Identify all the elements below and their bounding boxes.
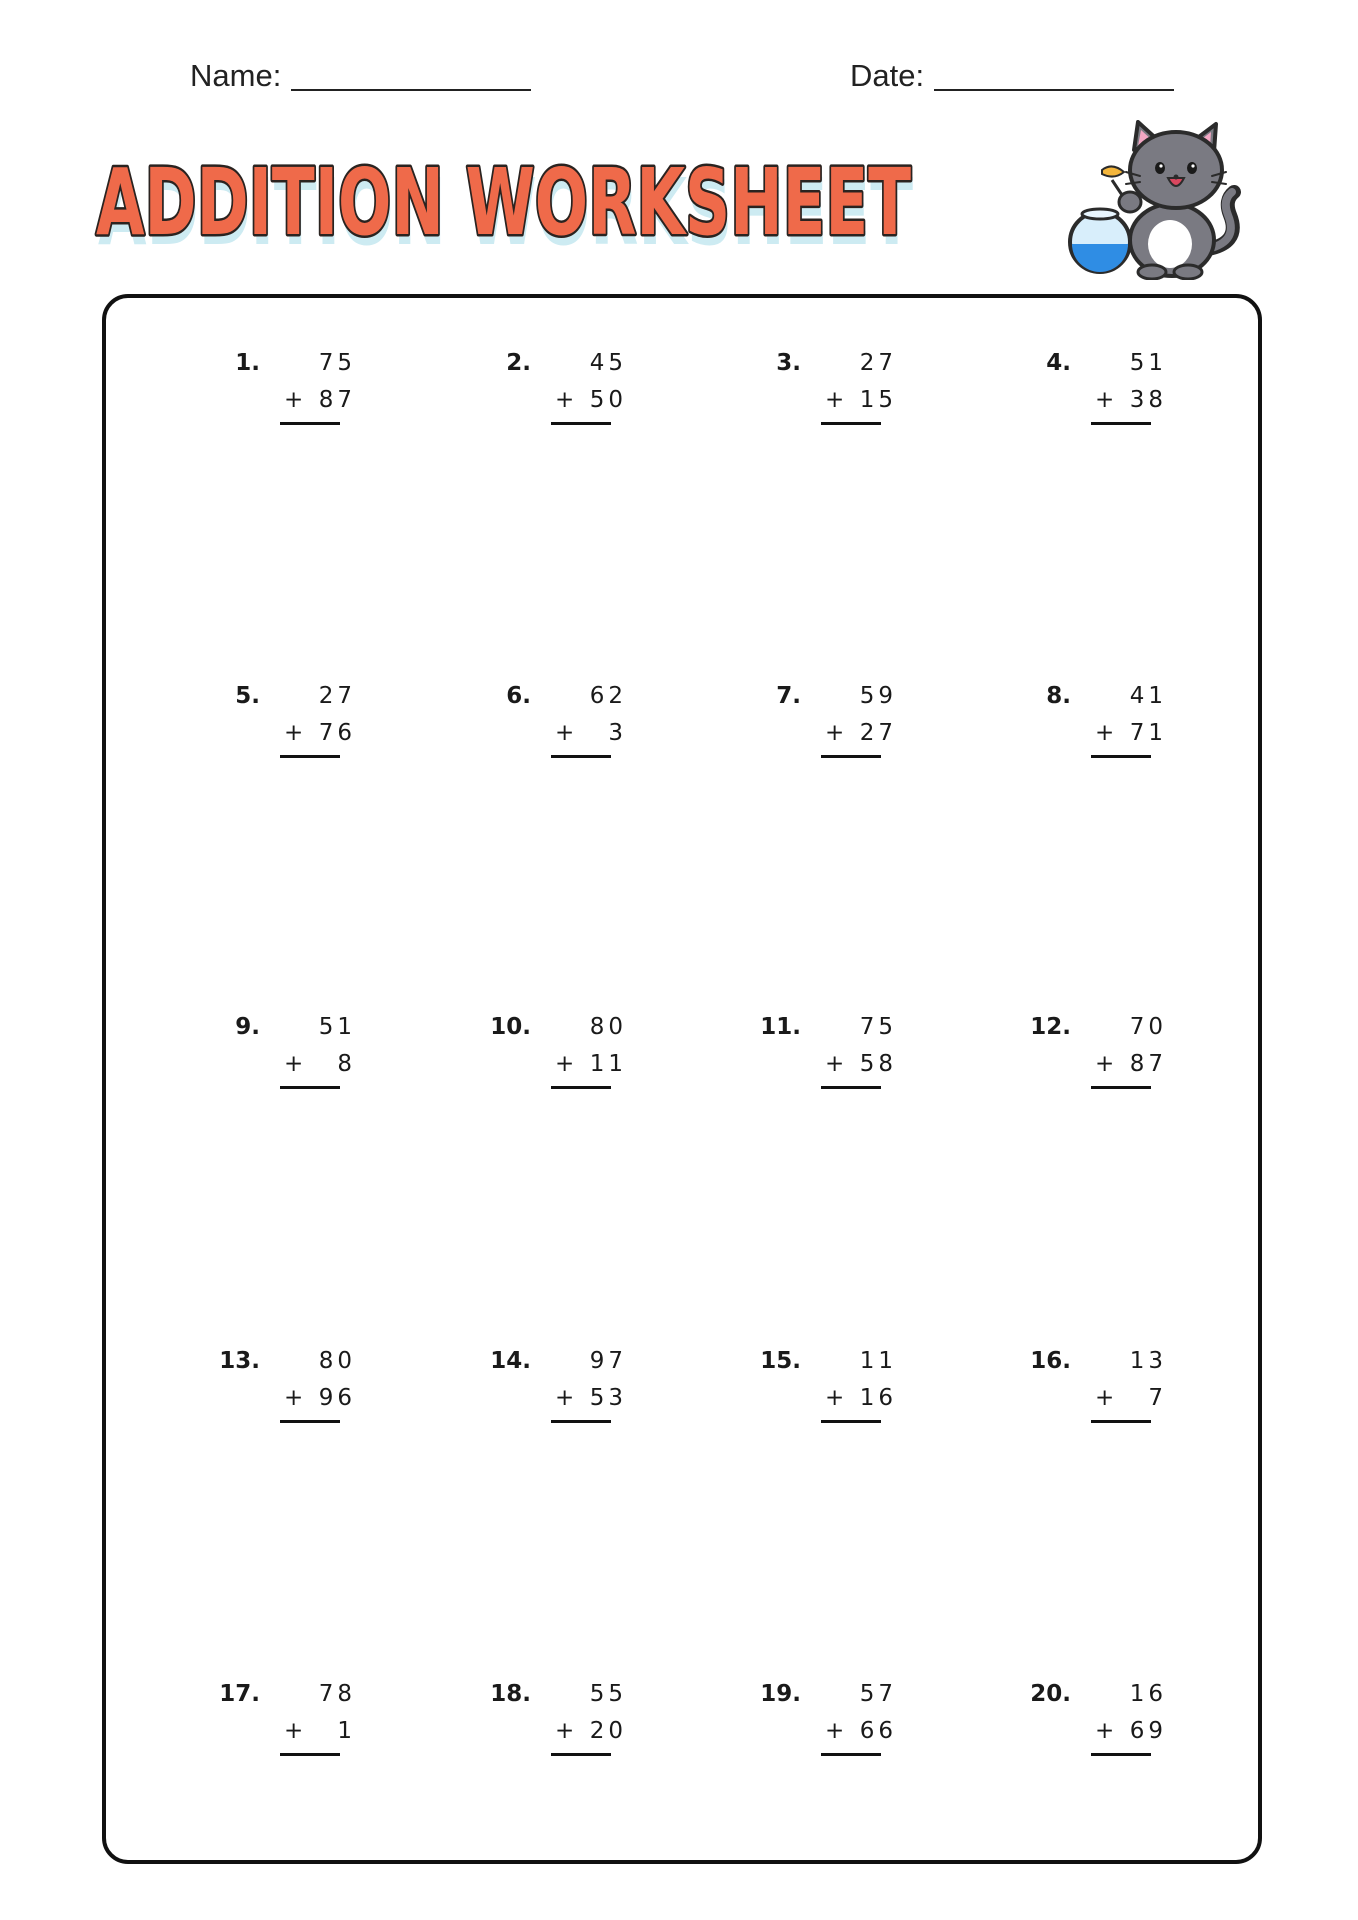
name-field[interactable]	[190, 58, 531, 94]
problem-bottom-addend: 50	[589, 387, 627, 413]
title-shadow-text: ADDITION WORKSHEET	[98, 159, 914, 266]
plus-sign: +	[284, 720, 304, 746]
plus-sign: +	[825, 387, 845, 413]
problem-number: 18.	[490, 1681, 531, 1707]
date-label: Date:	[850, 58, 925, 93]
answer-line[interactable]	[1091, 1753, 1151, 1756]
plus-sign: +	[1095, 1051, 1115, 1077]
name-blank-line[interactable]	[291, 89, 531, 91]
problem-7	[703, 683, 923, 773]
answer-line[interactable]	[551, 755, 611, 758]
problem-bottom-addend: 15	[859, 387, 897, 413]
problem-number: 11.	[760, 1014, 801, 1040]
problem-6	[433, 683, 653, 773]
problem-number: 16.	[1030, 1348, 1071, 1374]
problem-top-addend: 75	[318, 350, 356, 376]
problem-top-addend: 80	[318, 1348, 356, 1374]
problem-19	[703, 1681, 923, 1771]
answer-line[interactable]	[821, 422, 881, 425]
plus-sign: +	[825, 1718, 845, 1744]
plus-sign: +	[555, 1051, 575, 1077]
problem-top-addend: 27	[859, 350, 897, 376]
problem-number: 5.	[235, 683, 260, 709]
problem-bottom-addend: 58	[859, 1051, 897, 1077]
problem-number: 17.	[219, 1681, 260, 1707]
problem-bottom-addend: 69	[1129, 1718, 1167, 1744]
date-field[interactable]	[850, 58, 1174, 94]
problem-top-addend: 11	[859, 1348, 897, 1374]
problem-1	[162, 350, 382, 440]
plus-sign: +	[825, 1385, 845, 1411]
problem-bottom-addend: 96	[318, 1385, 356, 1411]
cat-with-fishbowl-icon	[1052, 120, 1252, 280]
answer-line[interactable]	[821, 1420, 881, 1423]
plus-sign: +	[1095, 1385, 1115, 1411]
plus-sign: +	[284, 387, 304, 413]
problem-15	[703, 1348, 923, 1438]
problem-10	[433, 1014, 653, 1104]
plus-sign: +	[284, 1051, 304, 1077]
problem-top-addend: 62	[589, 683, 627, 709]
problem-17	[162, 1681, 382, 1771]
plus-sign: +	[284, 1718, 304, 1744]
answer-line[interactable]	[280, 1420, 340, 1423]
problem-bottom-addend: 53	[589, 1385, 627, 1411]
problem-top-addend: 51	[318, 1014, 356, 1040]
problem-number: 2.	[506, 350, 531, 376]
problem-top-addend: 13	[1129, 1348, 1167, 1374]
problem-number: 19.	[760, 1681, 801, 1707]
plus-sign: +	[555, 1385, 575, 1411]
title-graphic	[92, 142, 952, 272]
problem-number: 4.	[1046, 350, 1071, 376]
problem-bottom-addend: 1	[337, 1718, 356, 1744]
problem-16	[973, 1348, 1193, 1438]
problem-11	[703, 1014, 923, 1104]
answer-line[interactable]	[551, 1753, 611, 1756]
problem-bottom-addend: 8	[337, 1051, 356, 1077]
problem-8	[973, 683, 1193, 773]
plus-sign: +	[555, 387, 575, 413]
problem-bottom-addend: 71	[1129, 720, 1167, 746]
worksheet-title	[92, 142, 952, 272]
problem-top-addend: 80	[589, 1014, 627, 1040]
plus-sign: +	[555, 1718, 575, 1744]
problem-number: 12.	[1030, 1014, 1071, 1040]
problem-bottom-addend: 7	[1148, 1385, 1167, 1411]
problem-bottom-addend: 87	[1129, 1051, 1167, 1077]
problem-top-addend: 45	[589, 350, 627, 376]
answer-line[interactable]	[821, 1753, 881, 1756]
answer-line[interactable]	[1091, 1420, 1151, 1423]
answer-line[interactable]	[1091, 1086, 1151, 1089]
plus-sign: +	[825, 1051, 845, 1077]
name-label: Name:	[190, 58, 282, 93]
problem-20	[973, 1681, 1193, 1771]
problem-12	[973, 1014, 1193, 1104]
problem-number: 8.	[1046, 683, 1071, 709]
answer-line[interactable]	[551, 1420, 611, 1423]
problem-top-addend: 57	[859, 1681, 897, 1707]
problem-top-addend: 78	[318, 1681, 356, 1707]
problem-bottom-addend: 87	[318, 387, 356, 413]
answer-line[interactable]	[821, 1086, 881, 1089]
problem-9	[162, 1014, 382, 1104]
answer-line[interactable]	[1091, 422, 1151, 425]
plus-sign: +	[1095, 1718, 1115, 1744]
plus-sign: +	[1095, 720, 1115, 746]
problem-top-addend: 97	[589, 1348, 627, 1374]
date-blank-line[interactable]	[934, 89, 1174, 91]
problem-bottom-addend: 66	[859, 1718, 897, 1744]
plus-sign: +	[284, 1385, 304, 1411]
problem-bottom-addend: 27	[859, 720, 897, 746]
plus-sign: +	[1095, 387, 1115, 413]
problem-bottom-addend: 3	[608, 720, 627, 746]
problem-bottom-addend: 76	[318, 720, 356, 746]
problem-bottom-addend: 20	[589, 1718, 627, 1744]
answer-line[interactable]	[280, 1753, 340, 1756]
problem-bottom-addend: 16	[859, 1385, 897, 1411]
answer-line[interactable]	[280, 755, 340, 758]
problem-number: 3.	[776, 350, 801, 376]
problem-number: 14.	[490, 1348, 531, 1374]
answer-line[interactable]	[280, 1086, 340, 1089]
problem-top-addend: 51	[1129, 350, 1167, 376]
problem-top-addend: 16	[1129, 1681, 1167, 1707]
problem-number: 10.	[490, 1014, 531, 1040]
problem-top-addend: 70	[1129, 1014, 1167, 1040]
answer-line[interactable]	[551, 422, 611, 425]
problem-top-addend: 27	[318, 683, 356, 709]
answer-line[interactable]	[821, 755, 881, 758]
problem-number: 20.	[1030, 1681, 1071, 1707]
plus-sign: +	[825, 720, 845, 746]
answer-line[interactable]	[551, 1086, 611, 1089]
problem-top-addend: 59	[859, 683, 897, 709]
problem-14	[433, 1348, 653, 1438]
plus-sign: +	[555, 720, 575, 746]
problem-top-addend: 55	[589, 1681, 627, 1707]
problem-bottom-addend: 11	[589, 1051, 627, 1077]
problem-number: 15.	[760, 1348, 801, 1374]
answer-line[interactable]	[280, 422, 340, 425]
problem-18	[433, 1681, 653, 1771]
answer-line[interactable]	[1091, 755, 1151, 758]
problem-13	[162, 1348, 382, 1438]
problem-number: 13.	[219, 1348, 260, 1374]
problem-5	[162, 683, 382, 773]
problem-top-addend: 41	[1129, 683, 1167, 709]
problem-3	[703, 350, 923, 440]
problem-number: 1.	[235, 350, 260, 376]
problem-2	[433, 350, 653, 440]
title-text: ADDITION WORKSHEET	[96, 149, 912, 256]
problem-number: 6.	[506, 683, 531, 709]
problem-number: 9.	[235, 1014, 260, 1040]
problem-bottom-addend: 38	[1129, 387, 1167, 413]
problem-top-addend: 75	[859, 1014, 897, 1040]
problem-4	[973, 350, 1193, 440]
problem-number: 7.	[776, 683, 801, 709]
